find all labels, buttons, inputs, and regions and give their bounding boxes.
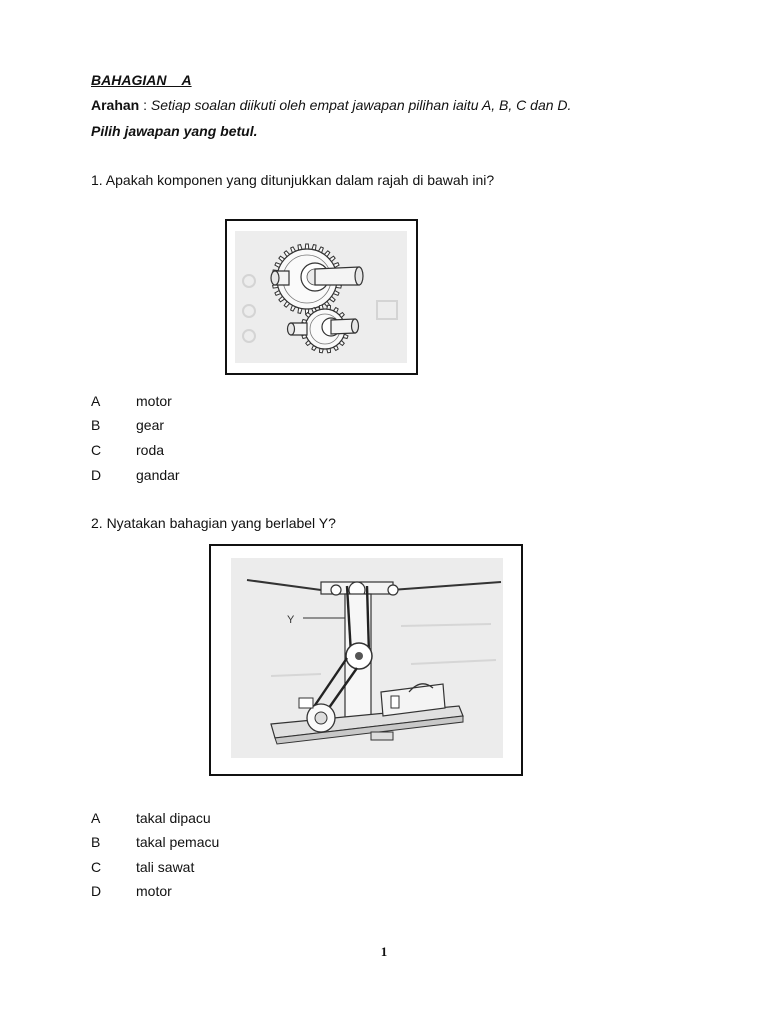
pulley-illustration [211,546,521,774]
instructions-label: Arahan [91,97,140,113]
section-title: BAHAGIAN A [91,72,192,88]
option-letter: D [91,883,102,899]
option-letter: B [91,417,101,433]
question-2-figure [209,544,523,776]
question-1-figure [225,219,418,375]
page-number: 1 [380,944,388,959]
option-letter: D [91,467,102,483]
option-text: motor [136,883,172,899]
instructions-text: Setiap soalan diikuti oleh empat jawapan pilihan iaitu A, B, C dan D. [150,97,572,113]
option-letter: A [91,393,101,409]
option-letter: C [91,442,102,458]
option-letter: C [91,859,102,875]
instructions-line-2: Pilih jawapan yang betul. [91,123,258,139]
option-text: motor [136,393,172,409]
option-letter: B [91,834,101,850]
figure-label-y: Y [287,614,295,626]
question-1-text: 1. Apakah komponen yang ditunjukkan dalam rajah di bawah ini? [91,172,495,188]
option-text: gandar [136,467,180,483]
option-text: takal dipacu [136,810,211,826]
gear-illustration [227,221,416,373]
instructions-line [91,97,571,113]
option-text: gear [136,417,165,433]
option-text: roda [136,442,165,458]
option-letter: A [91,810,101,826]
option-text: takal pemacu [136,834,220,850]
instructions-separator: : [139,97,151,113]
question-2-text: 2. Nyatakan bahagian yang berlabel Y? [91,515,336,531]
option-text: tali sawat [136,859,195,875]
